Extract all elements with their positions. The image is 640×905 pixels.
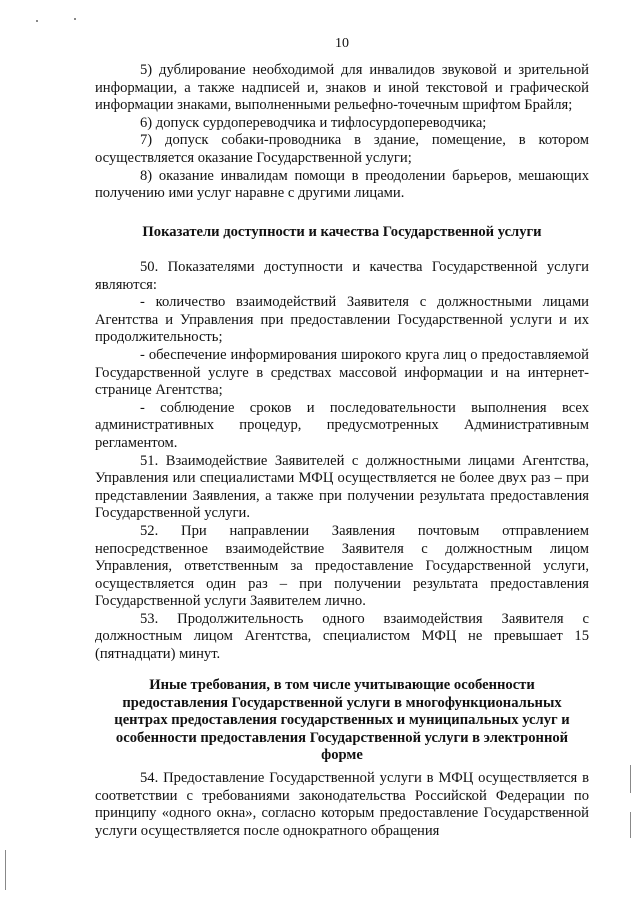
list-continuation <box>95 62 589 203</box>
paragraph-51: 51. Взаимодействие Заявителей с должностными лицами Агентства, Управления или специалистами МФЦ осуществляется не более двух раз – при представлении Заявления, а также при получении результата предоставления Государственной услуги. <box>95 452 589 522</box>
list-item-6: 6) допуск сурдопереводчика и тифлосурдопереводчика; <box>140 114 487 131</box>
page-number: 10 <box>335 36 349 51</box>
scan-edge-mark <box>630 765 631 793</box>
scan-edge-mark <box>630 812 631 838</box>
section-heading-other-requirements: Иные требования, в том числе учитывающие особенности предоставления Государственной услуги в многофункциональных центрах предоставления государственных и муниципальных услуг и особенности предоставления Государственной услуги в электронной форме <box>114 677 570 764</box>
section-accessibility-body <box>95 259 589 664</box>
scan-edge-mark <box>5 850 6 890</box>
section-other-requirements-body <box>95 770 589 840</box>
list-item-5: 5) дублирование необходимой для инвалидов звуковой и зрительной информации, а также надписей и, знаков и иной текстовой и графической информации знаками, выполненными рельефно-точечным шрифтом Брайля; <box>95 62 589 114</box>
scan-dot <box>36 20 38 22</box>
section-heading-accessibility: Показатели доступности и качества Государственной услуги <box>142 224 542 240</box>
bullet-deadlines: - соблюдение сроков и последовательности выполнения всех административных процедур, предусмотренных Административным регламентом. <box>95 399 589 451</box>
paragraph-53: 53. Продолжительность одного взаимодействия Заявителя с должностным лицом Агентства, специалистом МФЦ не превышает 15 (пятнадцати) минут. <box>95 610 589 663</box>
paragraph-52: 52. При направлении Заявления почтовым отправлением непосредственное взаимодействие Заявителя с должностным лицом Управления, ответственным за предоставление Государственной услуги, осуществляется один раз – при получении результата предоставления Государственной услуги Заявителем лично. <box>95 522 589 610</box>
bullet-informing: - обеспечение информирования широкого круга лиц о предоставляемой Государственной услуге в средствах массовой информации и на интернет-странице Агентства; <box>95 346 589 399</box>
list-item-8: 8) оказание инвалидам помощи в преодолении барьеров, мешающих получению ими услуг наравне с другими лицами. <box>95 167 589 202</box>
bullet-interactions: - количество взаимодействий Заявителя с должностными лицами Агентства и Управления при предоставлении Государственной услуги и их продолжительность; <box>95 294 589 346</box>
paragraph-50: 50. Показателями доступности и качества Государственной услуги являются: <box>95 259 589 293</box>
list-item-7: 7) допуск собаки-проводника в здание, помещение, в котором осуществляется оказание Государственной услуги; <box>95 132 589 166</box>
paragraph-54: 54. Предоставление Государственной услуги в МФЦ осуществляется в соответствии с требованиями законодательства Российской Федерации по принципу «одного окна», согласно которым предоставление Государственной услуги осуществляется после однократного обращения <box>95 770 589 839</box>
scan-dot <box>74 18 76 20</box>
